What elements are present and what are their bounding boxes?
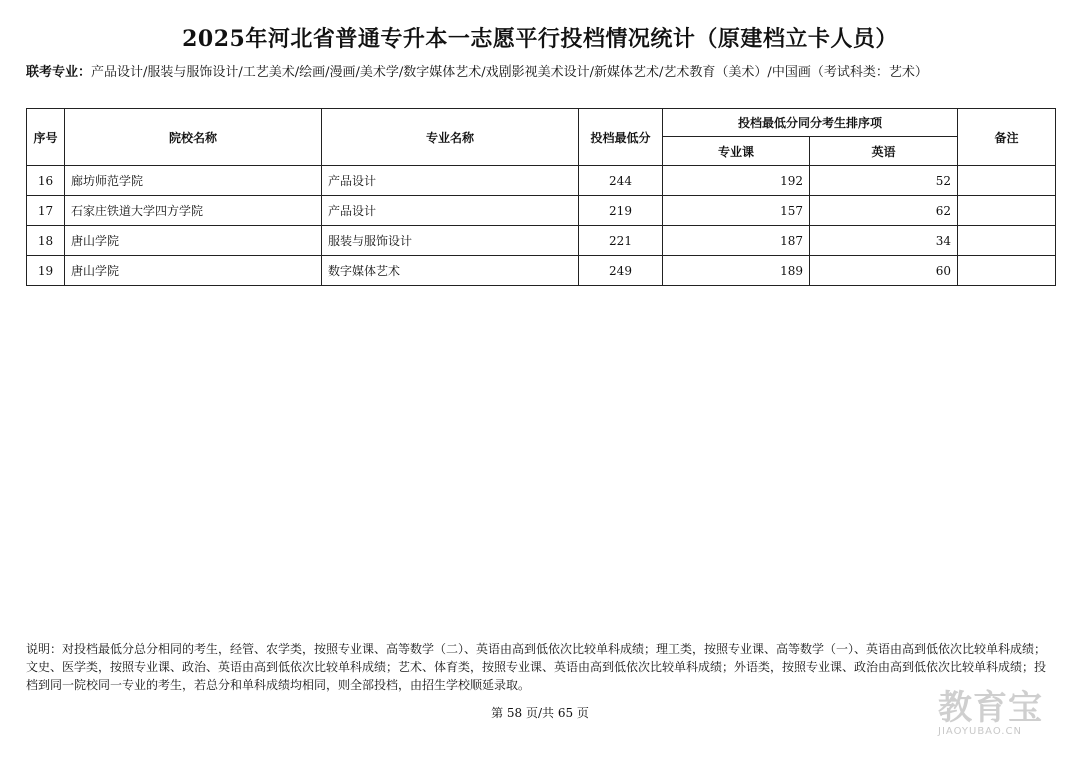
cell-remark [958, 256, 1056, 286]
cell-major: 产品设计 [322, 196, 579, 226]
table-row [27, 196, 1056, 226]
cell-remark [958, 166, 1056, 196]
cell-major-course: 192 [663, 166, 810, 196]
cell-major-course: 189 [663, 256, 810, 286]
header-school: 院校名称 [65, 109, 322, 166]
cell-min-score: 244 [579, 166, 663, 196]
page-footer: 第 58 页/共 65 页 [491, 706, 589, 720]
cell-remark [958, 196, 1056, 226]
subject-list: 产品设计/服装与服饰设计/工艺美术/绘画/漫画/美术学/数字媒体艺术/戏剧影视美术设计/新媒体艺术/艺术教育（美术）/中国画（考试科类：艺术） [91, 65, 928, 80]
header-tiebreak-group: 投档最低分同分考生排序项 [663, 109, 958, 137]
cell-min-score: 221 [579, 226, 663, 256]
watermark-main: 教育宝 [938, 688, 1043, 728]
table-row [27, 166, 1056, 196]
header-major-course: 专业课 [663, 137, 810, 166]
subject-line [26, 64, 1056, 82]
cell-school: 唐山学院 [65, 256, 322, 286]
watermark-logo [938, 690, 1062, 742]
header-english: 英语 [810, 137, 958, 166]
header-no: 序号 [27, 109, 65, 166]
cell-min-score: 219 [579, 196, 663, 226]
cell-english: 52 [810, 166, 958, 196]
header-remark: 备注 [958, 109, 1056, 166]
cell-major-course: 157 [663, 196, 810, 226]
cell-no: 16 [27, 166, 65, 196]
admission-table [26, 108, 1056, 286]
cell-no: 19 [27, 256, 65, 286]
cell-major: 数字媒体艺术 [322, 256, 579, 286]
cell-no: 17 [27, 196, 65, 226]
cell-school: 廊坊师范学院 [65, 166, 322, 196]
header-major: 专业名称 [322, 109, 579, 166]
table-row [27, 226, 1056, 256]
table-row [27, 256, 1056, 286]
cell-major: 服装与服饰设计 [322, 226, 579, 256]
subject-label: 联考专业： [26, 65, 92, 80]
cell-min-score: 249 [579, 256, 663, 286]
page-title: 2025年河北省普通专升本一志愿平行投档情况统计（原建档立卡人员） [182, 26, 898, 52]
explanation-note: 说明：对投档最低分总分相同的考生，经管、农学类，按照专业课、高等数学（二）、英语由高到低依次比较单科成绩；理工类，按照专业课、高等数学（一）、英语由高到低依次比较单科成绩；文史、医学类，按照专业课、政治、英语由高到低依次比较单科成绩；艺术、体育类，按照专业课、英语由高到低依次比较单科成绩；外语类，按照专业课、政治由高到低依次比较单科成绩；投档到同一院校同一专业的考生，若总分和单科成绩均相同，则全部投档，由招生学校顺延录取。 [26, 642, 1047, 692]
cell-major: 产品设计 [322, 166, 579, 196]
cell-school: 石家庄铁道大学四方学院 [65, 196, 322, 226]
cell-major-course: 187 [663, 226, 810, 256]
cell-remark [958, 226, 1056, 256]
cell-english: 60 [810, 256, 958, 286]
cell-school: 唐山学院 [65, 226, 322, 256]
header-min-score: 投档最低分 [579, 109, 663, 166]
cell-english: 34 [810, 226, 958, 256]
watermark-domain: JIAOYUBAO.CN [938, 726, 1022, 737]
cell-english: 62 [810, 196, 958, 226]
cell-no: 18 [27, 226, 65, 256]
